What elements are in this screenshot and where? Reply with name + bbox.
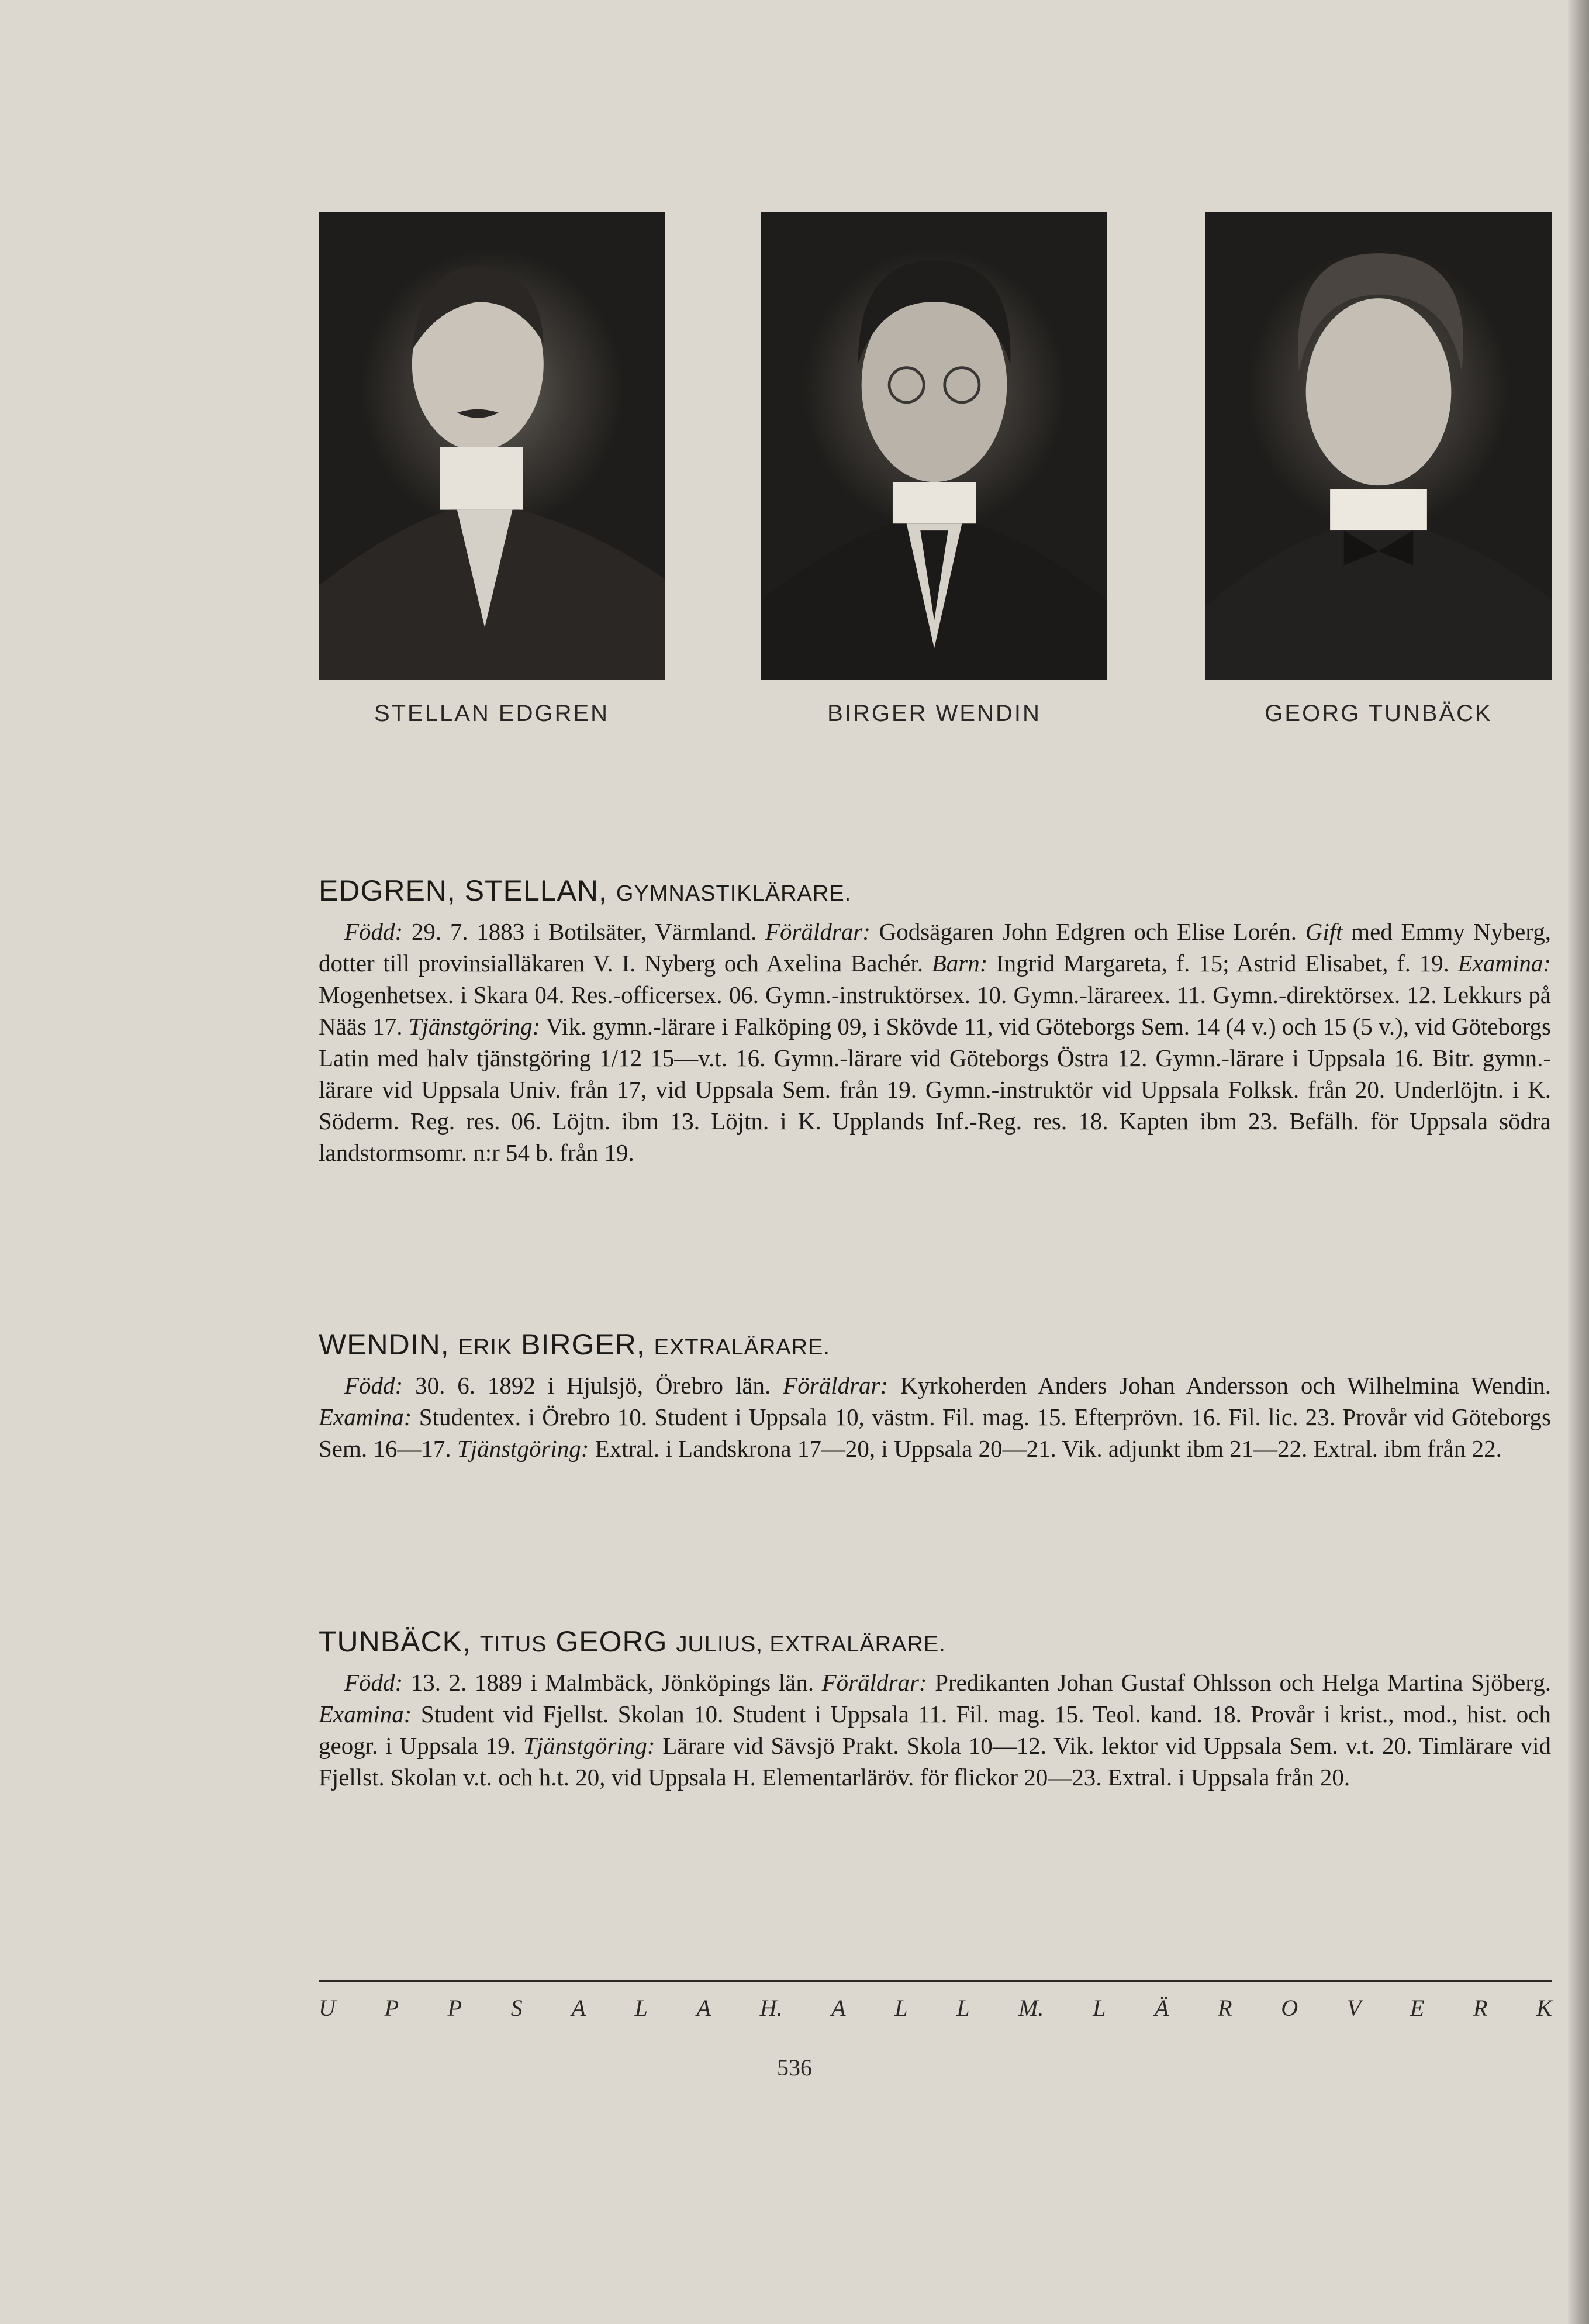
entry-name: GEORG [555,1625,668,1658]
entry-name: TUNBÄCK, [319,1625,471,1658]
entry-text: Predikanten Johan Gustaf Ohlsson och Helga Martina Sjöberg. [927,1669,1551,1696]
entry-field-label: Tjänstgöring: [523,1732,655,1759]
footer-letter: L [894,1995,908,2021]
entry-field-label: Född: [344,1669,403,1696]
entry-text: Kyrkoherden Anders Johan Andersson och Wilhelmina Wendin. [888,1372,1551,1399]
biography-entry [319,1327,1551,1464]
entry-text: 29. 7. 1883 i Botilsäter, Värmland. [403,918,765,945]
entry-body [319,1667,1551,1793]
entry-heading [319,1327,1551,1361]
footer-letter: Ä [1155,1995,1169,2021]
entry-field-label: Föräldrar: [783,1372,889,1399]
portrait-photo-edgren [319,212,665,680]
entry-field-label: Tjänstgöring: [408,1013,541,1040]
portrait-silhouette-icon [319,212,665,680]
footer-letter: R [1473,1995,1488,2021]
entry-name: BIRGER, [521,1328,645,1361]
footer-letter: A [571,1995,586,2021]
entry-rank: JULIUS, EXTRALÄRARE. [676,1632,946,1657]
entry-body [319,1370,1551,1464]
footer-letter: A [831,1995,846,2021]
footer-letter: V [1346,1995,1362,2021]
biography-entry [319,1625,1551,1793]
portrait-photo-tunback [1205,212,1552,680]
footer-letter: S [510,1995,523,2021]
footer-letter: L [956,1995,970,2021]
entry-heading [319,874,1551,908]
page-number: 536 [777,2054,812,2081]
entry-text: Lärare vid Sävsjö Prakt. Skola 10—12. Vik. lektor vid Uppsala Sem. v.t. 20. Timlärare vid Fjellst. Skolan v.t. och h.t. 20, vid Uppsala H. Elementarläröv. för flickor 20—23. Extral. i Uppsala från 20. [319,1732,1551,1791]
portrait-silhouette-icon [761,212,1107,680]
biography-entry [319,874,1551,1168]
footer-letter: O [1281,1995,1298,2021]
entry-field-label: Född: [344,918,403,945]
entry-text: Vik. gymn.-lärare i Falköping 09, i Skövde 11, vid Göteborgs Sem. 14 (4 v.) och 15 (5 v.), vid Göteborgs Latin med halv tjänstgöring 1/12 15—v.t. 16. Gymn.-lärare vid Göteborgs Östra 12. Gymn.-lärare i Uppsala 16. Bitr. gymn.-lärare vid Uppsala Univ. från 17, vid Uppsala Sem. från 19. Gymn.-instruktör vid Uppsala Folksk. från 20. Underlöjtn. i K. Söderm. Reg. res. 06. Löjtn. ibm 13. Löjtn. i K. Upplands Inf.-Reg. res. 18. Kapten ibm 23. Befälh. för Uppsala södra landstormsomr. n:r 54 b. från 19. [319,1013,1551,1166]
entry-name: WENDIN, [319,1328,450,1361]
entry-text: Mogenhetsex. i Skara 04. Res.-officersex. 06. Gymn.-instruktörsex. 10. Gymn.-lärareex. 11. Gymn.-direktörsex. 12. Lekkurs på Nääs 17. [319,981,1551,1040]
footer-letter: A [696,1995,711,2021]
entry-text: Godsägaren John Edgren och Elise Lorén. [870,918,1305,945]
entry-field-label: Gift [1305,918,1343,945]
entry-given-name: TITUS [479,1632,547,1657]
footer-letter: M. [1018,1995,1044,2021]
entry-text: 13. 2. 1889 i Malmbäck, Jönköpings län. [403,1669,822,1696]
footer-letter: K [1536,1995,1552,2021]
entry-field-label: Examina: [319,1404,412,1430]
entry-field-label: Examina: [319,1701,412,1728]
footer-letter: P [447,1995,462,2021]
page-edge-shadow [1568,0,1589,2324]
portrait-silhouette-icon [1205,212,1552,680]
entry-text: Extral. i Landskrona 17—20, i Uppsala 20—21. Vik. adjunkt ibm 21—22. Extral. ibm från 22. [589,1435,1502,1462]
footer-letter: L [1093,1995,1106,2021]
entry-body [319,916,1551,1168]
entry-text: 30. 6. 1892 i Hjulsjö, Örebro län. [403,1372,783,1399]
footer-letter: H. [759,1995,783,2021]
entry-field-label: Barn: [931,950,988,977]
portrait-caption: BIRGER WENDIN [827,701,1041,726]
entry-field-label: Född: [344,1372,403,1399]
footer-letter: U [319,1995,336,2021]
entry-given-name: ERIK [458,1335,513,1360]
footer-letter: P [384,1995,399,2021]
portrait-photo-wendin [761,212,1107,680]
entry-text: Student vid Fjellst. Skolan 10. Student i Uppsala 11. Fil. mag. 15. Teol. kand. 18. Provår i krist., mod., hist. och geogr. i Uppsala 19. [319,1701,1551,1759]
entry-field-label: Examina: [1457,950,1552,977]
entry-text: Studentex. i Örebro 10. Student i Uppsala 10, västm. Fil. mag. 15. Efterprövn. 16. Fil. lic. 23. Provår vid Göteborgs Sem. 16—17. [319,1404,1551,1462]
entry-heading [319,1625,1551,1658]
entry-text: med Emmy Nyberg, dotter till provinsialläkaren V. I. Nyberg och Axelina Bachér. [319,918,1551,977]
footer-rule [319,1980,1552,1982]
entry-text: Ingrid Margareta, f. 15; Astrid Elisabet, f. 19. [987,950,1458,977]
entry-rank: GYMNASTIKLÄRARE. [616,881,852,906]
footer-letter: E [1410,1995,1425,2021]
portrait-caption: GEORG TUNBÄCK [1265,701,1493,726]
running-footer [319,1994,1552,2022]
entry-rank: EXTRALÄRARE. [654,1335,830,1360]
entry-field-label: Föräldrar: [821,1669,927,1696]
entry-field-label: Föräldrar: [765,918,871,945]
entry-name: EDGREN, STELLAN, [319,874,607,907]
footer-letter: R [1218,1995,1232,2021]
entry-field-label: Tjänstgöring: [457,1435,589,1462]
footer-letter: L [634,1995,648,2021]
portrait-caption: STELLAN EDGREN [374,701,610,726]
